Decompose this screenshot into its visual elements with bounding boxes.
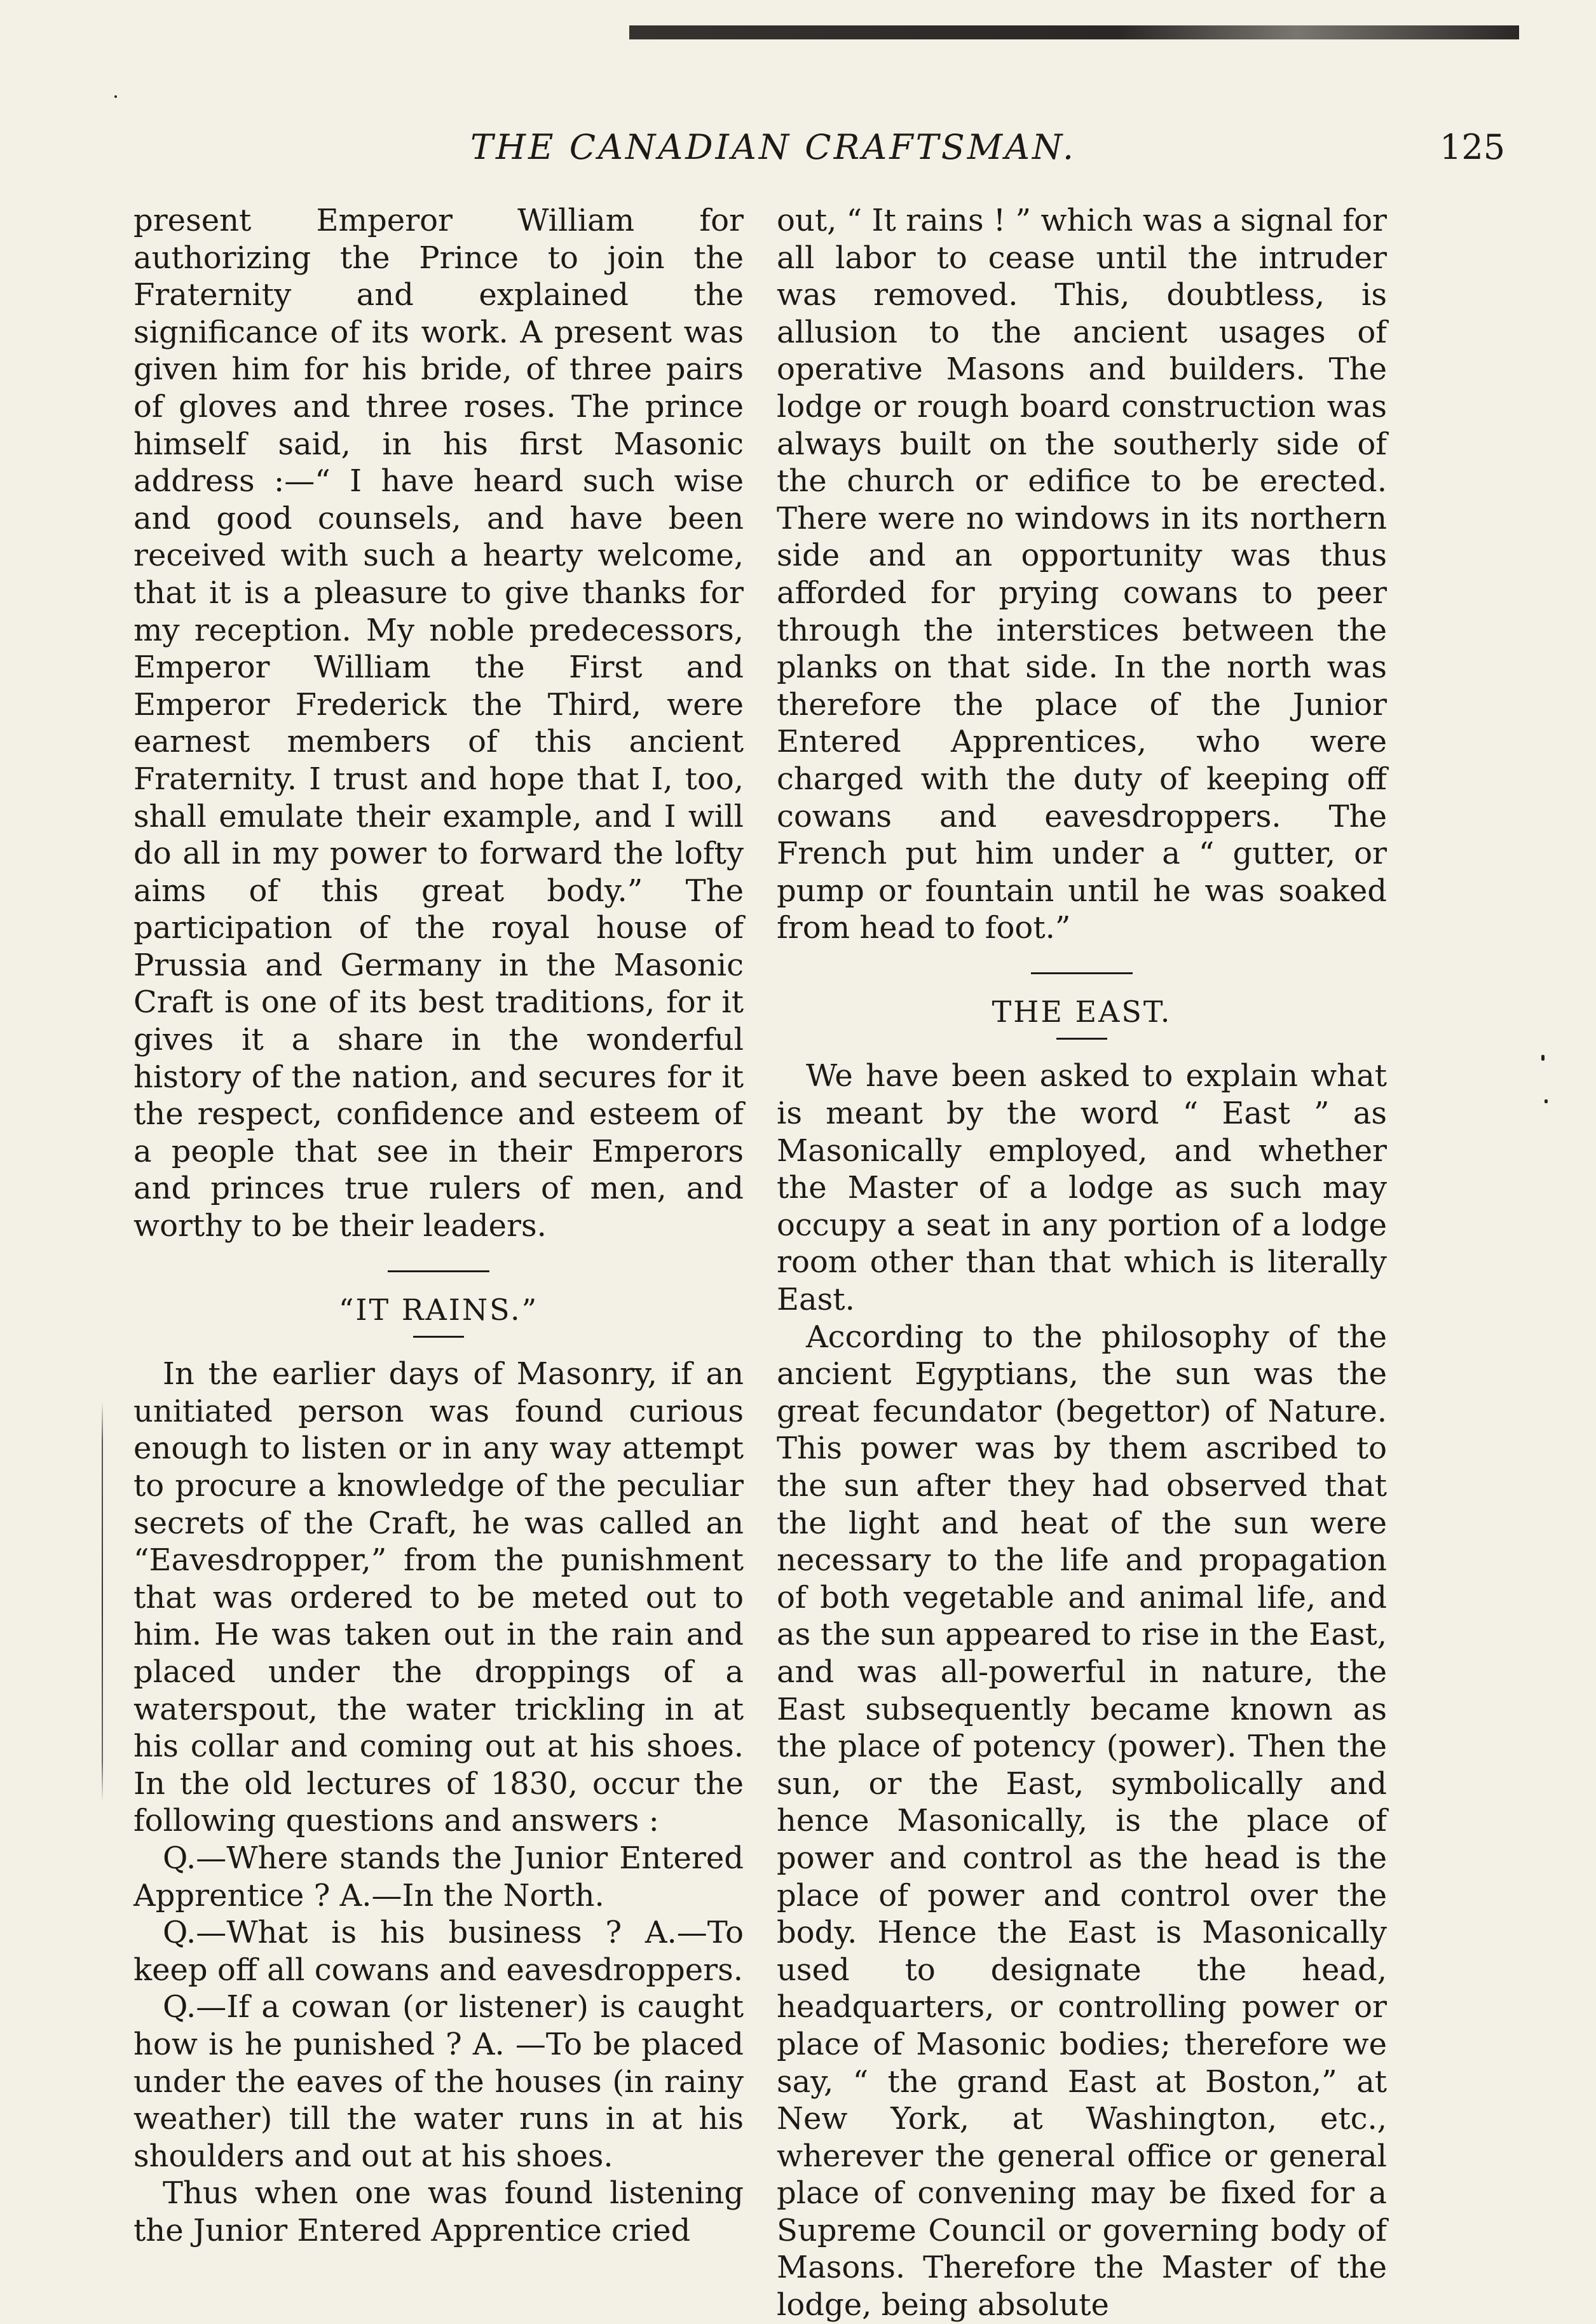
- page-number: 125: [1440, 127, 1506, 167]
- paragraph: Thus when one was found listening the Junior Entered Apprentice cried: [133, 2175, 744, 2248]
- paragraph: out, “ It rains ! ” which was a signal for all labor to cease until the intruder was removed. This, doubtless, is allusion to the ancient usages of operative Masons and builders. The lodge or rough board construction was always built on the southerly side of the church or edifice to be erected. There were no windows in its northern side and an opportunity was thus afforded for prying cowans to peer through the interstices between the planks on that side. In the north was therefore the place of the Junior Entered Apprentices, who were charged with the duty of keeping off cowans and eavesdroppers. The French put him under a “ gutter, or pump or fountain until he was soaked from head to foot.”: [777, 203, 1387, 946]
- top-border-rule: [629, 25, 1519, 39]
- margin-annotation-line: [102, 1401, 103, 1802]
- qa-paragraph: Q.—What is his business ? A.—To keep off all cowans and eavesdroppers.: [133, 1915, 744, 1988]
- heading-underline: [1056, 1038, 1107, 1040]
- section-heading: “IT RAINS.”: [338, 1292, 539, 1327]
- paragraph: We have been asked to explain what is meant by the word “ East ” as Masonically employed, and whether the Master of a lodge as such may occupy a seat in any portion of a lodge room other than that which is literally East.: [777, 1058, 1387, 1318]
- section-heading: THE EAST.: [992, 994, 1172, 1029]
- print-speck: [1545, 1099, 1548, 1103]
- qa-paragraph: Q.—If a cowan (or listener) is caught how is he punished ? A. —To be placed under the eaves of the houses (in rainy weather) till the water runs in at his shoulders and out at his shoes.: [133, 1989, 744, 2174]
- qa-paragraph: Q.—Where stands the Junior Entered Apprentice ? A.—In the North.: [133, 1840, 744, 1913]
- print-speck: [114, 95, 117, 98]
- paragraph: In the earlier days of Masonry, if an unitiated person was found curious enough to listen or in any way attempt to procure a knowledge of the peculiar secrets of the Craft, he was called an “Eavesdropper,” from the punishment that was ordered to be meted out to him. He was taken out in the rain and placed under the droppings of a waterspout, the water trickling in at his collar and coming out at his shoes. In the old lectures of 1830, occur the following questions and answers :: [133, 1356, 744, 1839]
- page-header: [0, 127, 1596, 172]
- heading-underline: [413, 1336, 464, 1338]
- left-column: [133, 202, 744, 2249]
- section-divider: [388, 1270, 489, 1272]
- paragraph: According to the philosophy of the ancient Egyptians, the sun was the great fecundator (begettor) of Nature. This power was by them ascribed to the sun after they had observed that the light and heat of the sun were necessary to the life and propagation of both vegetable and animal life, and as the sun appeared to rise in the East, and was all-powerful in nature, the East subsequently became known as the place of potency (power). Then the sun, or the East, symbolically and hence Masonically, is the place of power and control as the head is the place of power and control over the body. Hence the East is Masonically used to designate the head, headquarters, or controlling power or place of Masonic bodies; therefore we say, “ the grand East at Boston,” at New York, at Washington, etc., wherever the general office or general place of convening may be fixed for a Supreme Council or governing body of Masons. Therefore the Master of the lodge, being absolute: [777, 1319, 1387, 2323]
- right-column: [777, 202, 1387, 2324]
- print-speck: [1541, 1055, 1545, 1061]
- section-divider: [1031, 972, 1133, 974]
- paragraph: present Emperor William for authorizing the Prince to join the Fraternity and explained the significance of its work. A present was given him for his bride, of three pairs of gloves and three roses. The prince himself said, in his first Masonic address :—“ I have heard such wise and good counsels, and have been received with such a hearty welcome, that it is a pleasure to give thanks for my reception. My noble predecessors, Emperor William the First and Emperor Frederick the Third, were earnest members of this ancient Fraternity. I trust and hope that I, too, shall emulate their example, and I will do all in my power to forward the lofty aims of this great body.” The participation of the royal house of Prussia and Germany in the Masonic Craft is one of its best traditions, for it gives it a share in the wonderful history of the nation, and secures for it the respect, confidence and esteem of a people that see in their Emperors and princes true rulers of men, and worthy to be their leaders.: [133, 203, 744, 1244]
- running-title: THE CANADIAN CRAFTSMAN.: [470, 127, 1076, 167]
